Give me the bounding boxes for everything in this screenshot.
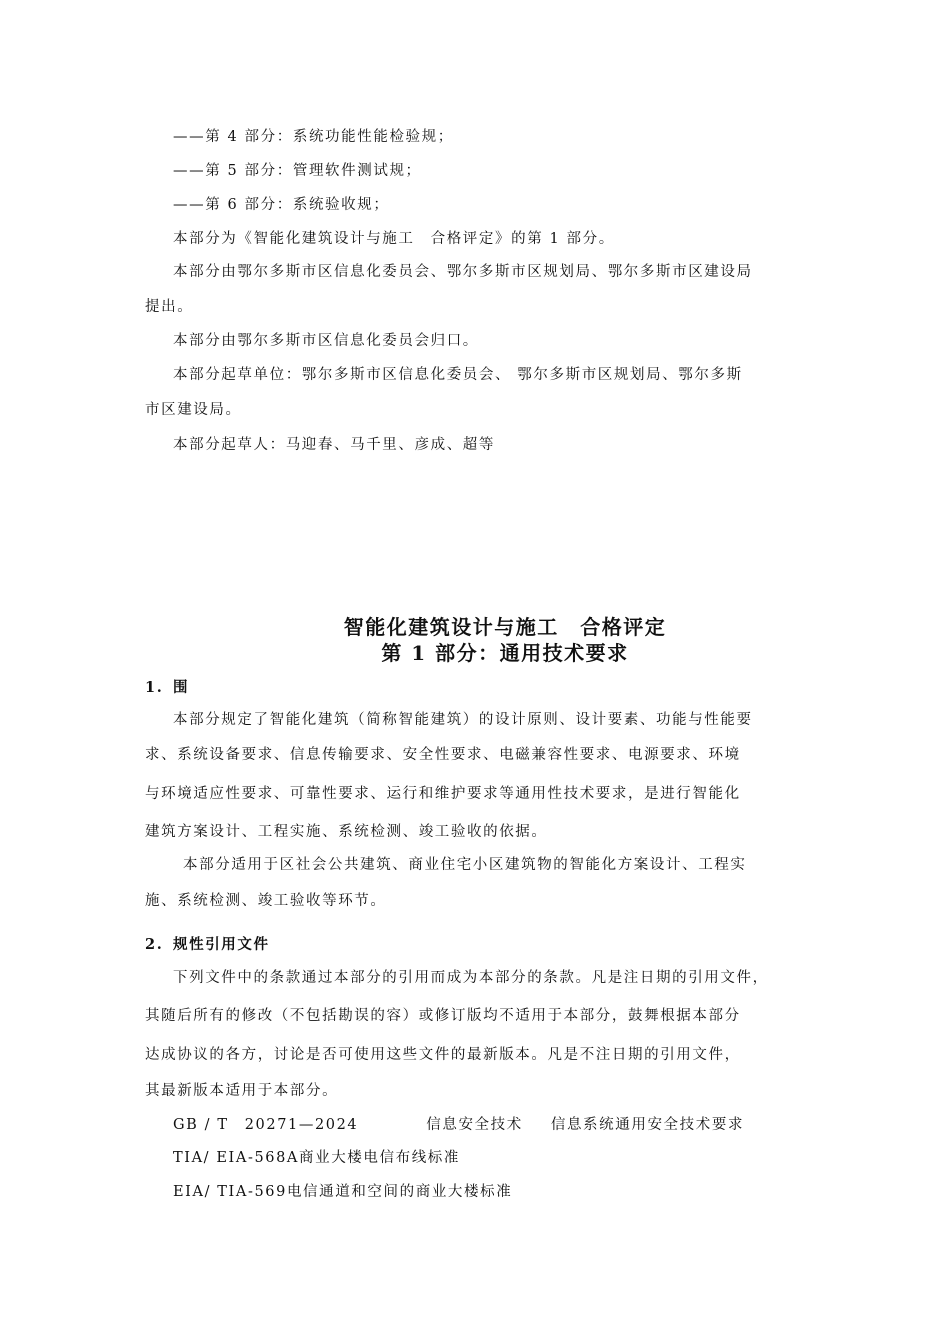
reference-code: EIA/ TIA-569 [173, 1184, 287, 1200]
section2-heading [145, 935, 270, 955]
preface-intro: 本部分为《智能化建筑设计与施工 合格评定》的第 1 部分。 [173, 231, 615, 247]
section2-title: 规性引用文件 [173, 936, 270, 953]
preface-drafters: 本部分起草人：马迎春、马千里、彦成、超等 [173, 437, 495, 453]
section1-para1-line: 与环境适应性要求、可靠性要求、运行和维护要求等通用性技术要求，是进行智能化 [145, 786, 741, 802]
document-title-line1: 智能化建筑设计与施工 合格评定 [343, 615, 667, 639]
section2-para-line: 下列文件中的条款通过本部分的引用而成为本部分的条款。凡是注日期的引用文件， [173, 970, 769, 986]
reference-item [173, 1115, 744, 1135]
section2-para-line: 其随后所有的修改（不包括勘误的容）或修订版均不适用于本部分，鼓舞根据本部分 [145, 1008, 741, 1024]
section1-title: 围 [173, 679, 190, 696]
section2-number: 2. [145, 936, 164, 953]
preface-proposed-line2: 提出。 [145, 299, 194, 315]
section1-para1-line: 本部分规定了智能化建筑（简称智能建筑）的设计原则、设计要素、功能与性能要 [173, 712, 753, 728]
reference-title: 信息系统通用安全技术要求 [550, 1117, 745, 1133]
section2-para-line: 达成协议的各方，讨论是否可使用这些文件的最新版本。凡是不注日期的引用文件， [145, 1047, 741, 1063]
reference-code: GB / T 20271—2024 [173, 1117, 359, 1133]
preface-proposed-line1: 本部分由鄂尔多斯市区信息化委员会、鄂尔多斯市区规划局、鄂尔多斯市区建设局 [173, 264, 753, 280]
section2-para-line: 其最新版本适用于本部分。 [145, 1083, 339, 1099]
section1-para1-line: 求、系统设备要求、信息传输要求、安全性要求、电磁兼容性要求、电源要求、环境 [145, 747, 741, 763]
section1-para2-line: 施、系统检测、竣工验收等环节。 [145, 893, 387, 909]
preface-part6: ——第 6 部分：系统验收规； [173, 197, 390, 213]
section1-para1-line: 建筑方案设计、工程实施、系统检测、竣工验收的依据。 [145, 824, 548, 840]
reference-title: 商业大楼电信布线标准 [299, 1150, 460, 1166]
preface-part4: ——第 4 部分：系统功能性能检验规； [173, 129, 454, 145]
preface-drafting-units-line2: 市区建设局。 [145, 402, 242, 418]
reference-title: 电信通道和空间的商业大楼标准 [286, 1184, 513, 1200]
reference-title: 信息安全技术 [426, 1117, 523, 1133]
preface-drafting-units-line1: 本部分起草单位：鄂尔多斯市区信息化委员会、 鄂尔多斯市区规划局、鄂尔多斯 [173, 367, 743, 383]
preface-part5: ——第 5 部分：管理软件测试规； [173, 163, 422, 179]
reference-code: TIA/ EIA-568A [173, 1150, 299, 1166]
section1-heading [145, 678, 189, 698]
section1-para2-line: 本部分适用于区社会公共建筑、商业住宅小区建筑物的智能化方案设计、工程实 [183, 857, 747, 873]
reference-item [173, 1148, 460, 1168]
reference-item [173, 1182, 512, 1202]
preface-centralized: 本部分由鄂尔多斯市区信息化委员会归口。 [173, 333, 479, 349]
document-title-line2: 第 1 部分：通用技术要求 [381, 641, 629, 665]
section1-number: 1. [145, 679, 164, 696]
